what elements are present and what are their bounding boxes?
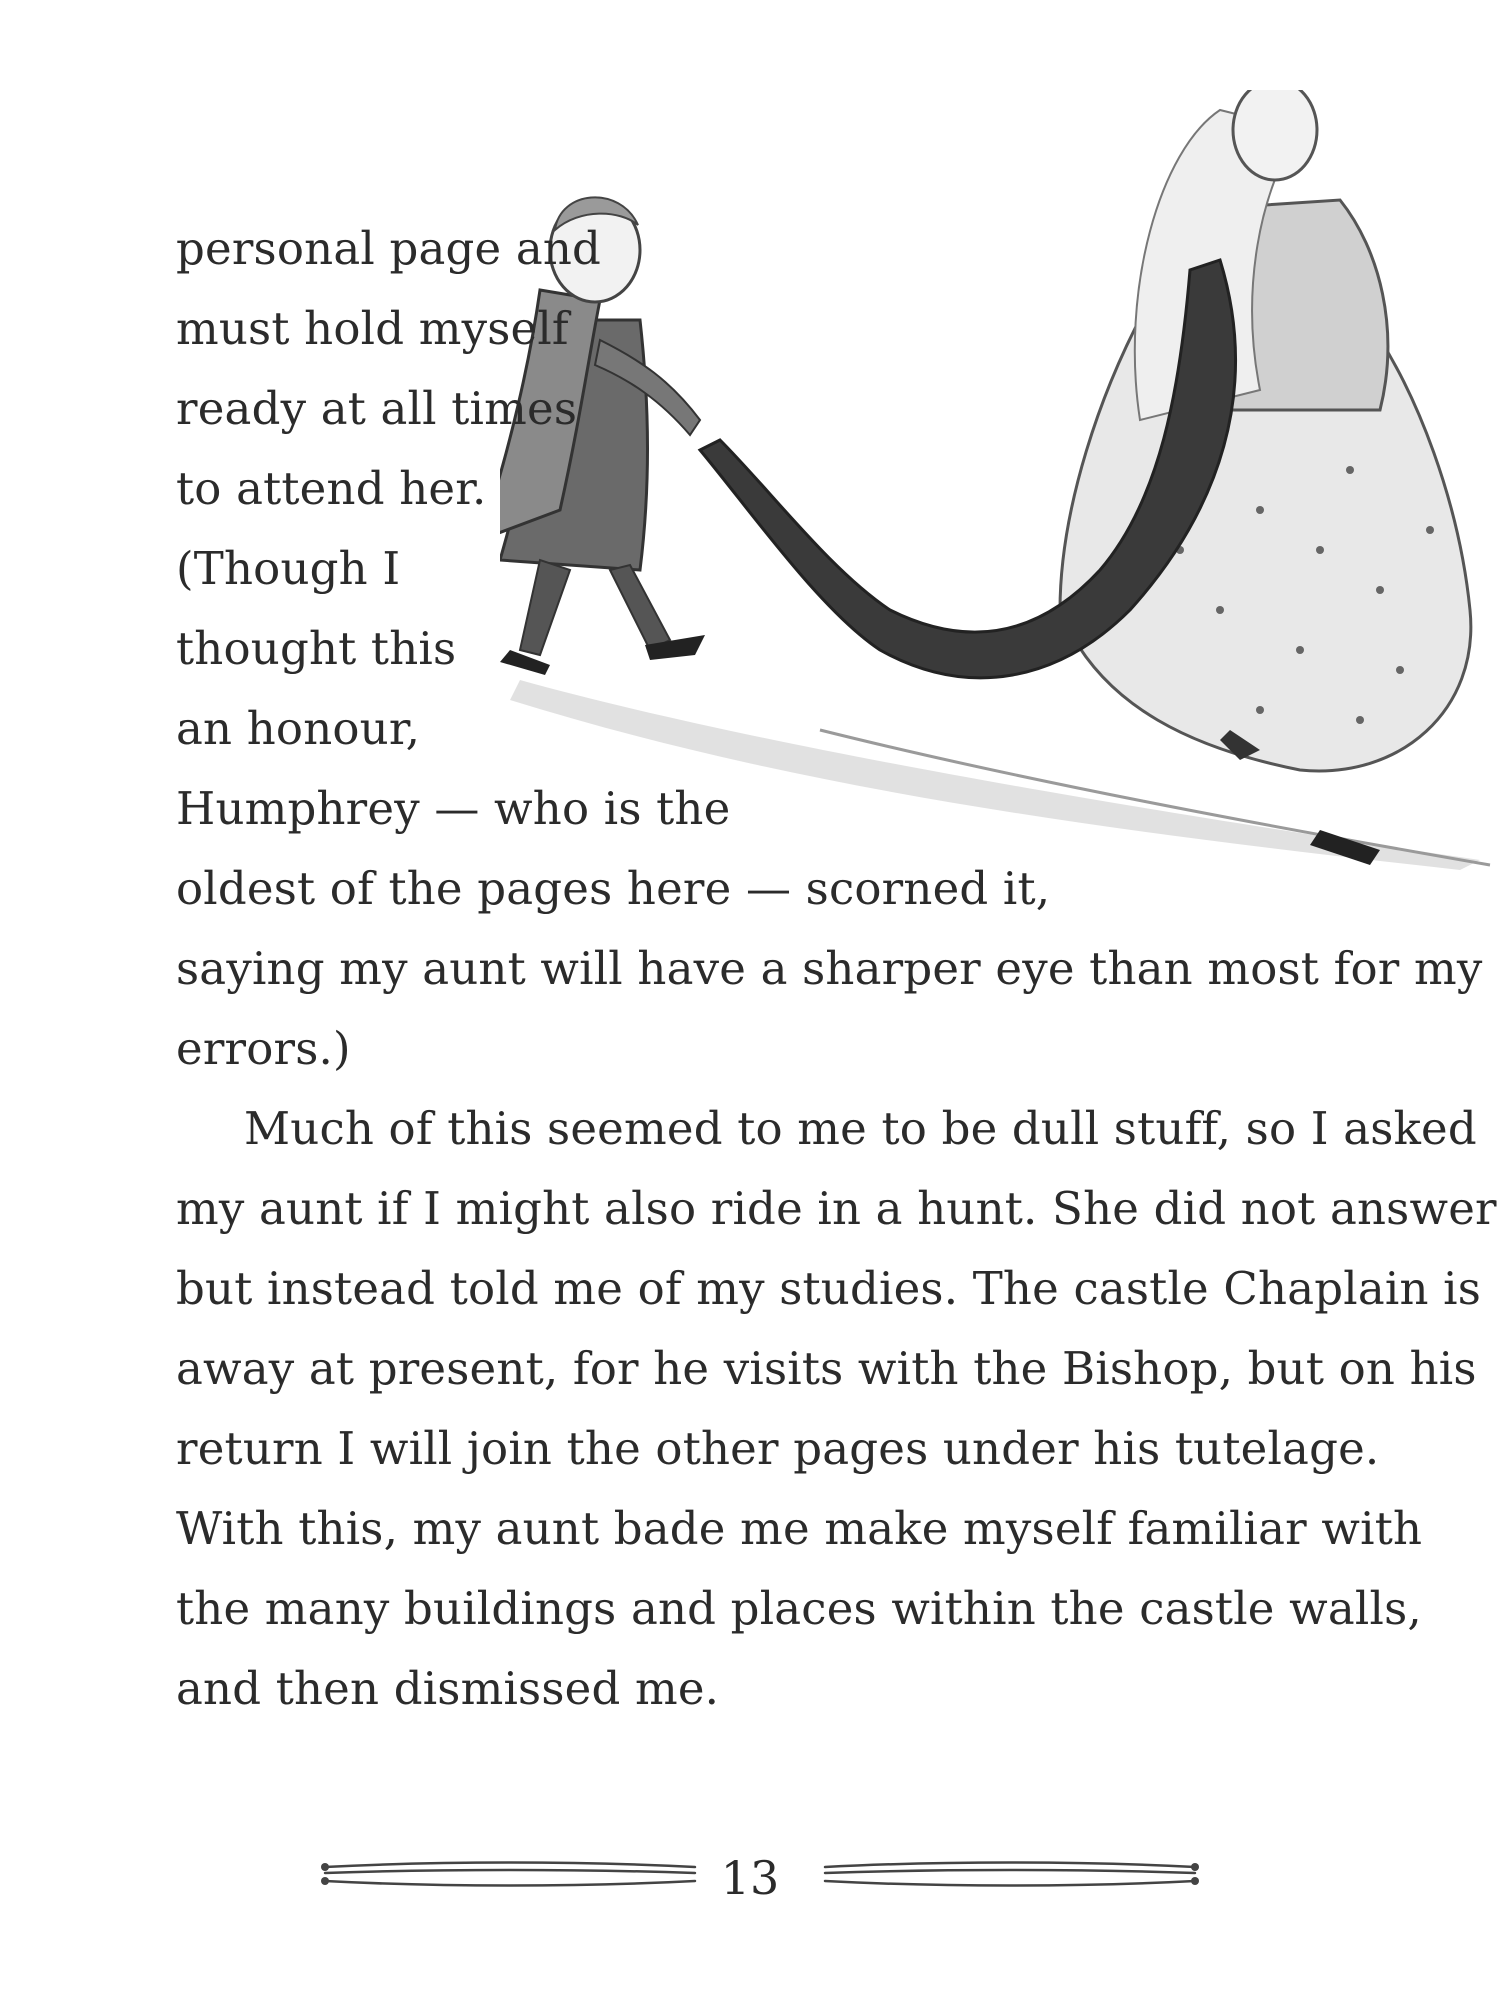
page-number: 13 xyxy=(720,1851,780,1905)
text-line: an honour, xyxy=(176,702,421,755)
text-line: my aunt if I might also ride in a hunt. She did not answer xyxy=(176,1182,1497,1235)
illustration-page-carrying-train xyxy=(500,90,1500,890)
text-line: (Though I xyxy=(176,542,401,595)
text-line: Humphrey — who is the xyxy=(176,782,731,835)
text-line: With this, my aunt bade me make myself familiar with xyxy=(176,1502,1423,1555)
text-line: return I will join the other pages under his tutelage. xyxy=(176,1422,1380,1475)
text-line: errors.) xyxy=(176,1022,351,1075)
text-line: thought this xyxy=(176,622,457,675)
text-line: saying my aunt will have a sharper eye than most for my xyxy=(176,942,1483,995)
text-line: the many buildings and places within the castle walls, xyxy=(176,1582,1422,1635)
text-line: ready at all times xyxy=(176,382,578,435)
text-line: away at present, for he visits with the Bishop, but on his xyxy=(176,1342,1477,1395)
text-line: personal page and xyxy=(176,222,602,275)
paragraph-start-line: Much of this seemed to me to be dull stuff, so I asked xyxy=(244,1102,1477,1155)
text-line: but instead told me of my studies. The castle Chaplain is xyxy=(176,1262,1482,1315)
text-line: to attend her. xyxy=(176,462,487,515)
text-line: must hold myself xyxy=(176,302,569,355)
text-line: oldest of the pages here — scorned it, xyxy=(176,862,1051,915)
text-line: and then dismissed me. xyxy=(176,1662,720,1715)
